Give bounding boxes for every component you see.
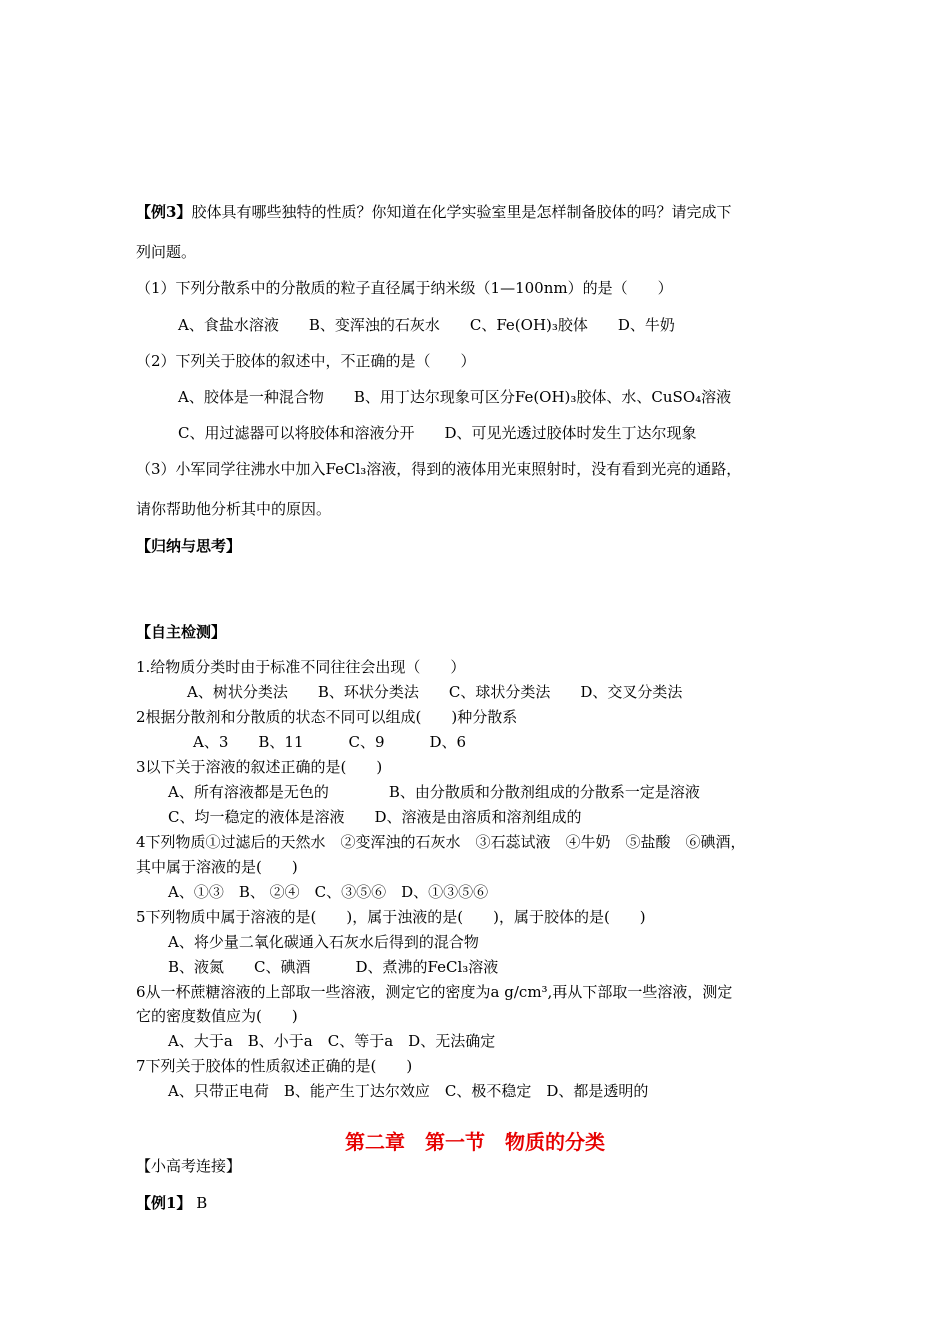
example3-q3-line1: （3）小军同学往沸水中加入FeCl₃溶液，得到的液体用光束照射时，没有看到光亮的通路， <box>136 460 742 478</box>
summary-heading: 【归纳与思考】 <box>136 537 242 555</box>
example3-line2: 列问题。 <box>136 243 197 261</box>
example3-q2-options-1: A、胶体是一种混合物 B、用丁达尔现象可区分Fe(OH)₃胶体、水、CuSO₄溶液 <box>178 388 732 406</box>
example3-line1 <box>136 202 731 222</box>
self-test-q5-options-2: B、液氮 C、碘酒 D、煮沸的FeCl₃溶液 <box>168 958 499 976</box>
example3-q1: （1）下列分散系中的分散质的粒子直径属于纳米级（1—100nm）的是（ ） <box>136 279 673 297</box>
example3-head: 【例3】 <box>136 203 192 221</box>
answer-example1 <box>136 1193 207 1213</box>
example3-q1-options: A、食盐水溶液 B、变浑浊的石灰水 C、Fe(OH)₃胶体 D、牛奶 <box>178 316 675 334</box>
self-test-q6-line2: 它的密度数值应为( ) <box>136 1007 298 1025</box>
self-test-q4-options: A、①③ B、 ②④ C、③⑤⑥ D、①③⑤⑥ <box>168 883 489 901</box>
self-test-q5-options-1: A、将少量二氧化碳通入石灰水后得到的混合物 <box>168 933 479 951</box>
answer-example1-head: 【例1】 <box>136 1194 192 1212</box>
example3-text-1: 胶体具有哪些独特的性质？你知道在化学实验室里是怎样制备胶体的吗？请完成下 <box>191 203 732 221</box>
example3-q2: （2）下列关于胶体的叙述中，不正确的是（ ） <box>136 352 476 370</box>
self-test-q2: 2根据分散剂和分散质的状态不同可以组成( )种分散系 <box>136 708 518 726</box>
self-test-q1: 1.给物质分类时由于标准不同往往会出现（ ） <box>136 658 466 676</box>
self-test-q3-options-1: A、所有溶液都是无色的 B、由分散质和分散剂组成的分散系一定是溶液 <box>168 783 700 801</box>
answer-example1-value: B <box>196 1194 208 1212</box>
example3-q3-line2: 请你帮助他分析其中的原因。 <box>136 500 332 518</box>
self-test-q4-line1: 4下列物质①过滤后的天然水 ②变浑浊的石灰水 ③石蕊试液 ④牛奶 ⑤盐酸 ⑥碘酒， <box>136 833 746 851</box>
self-test-q5: 5下列物质中属于溶液的是( )，属于浊液的是( )，属于胶体的是( ) <box>136 908 646 926</box>
self-test-q1-options: A、树状分类法 B、环状分类法 C、球状分类法 D、交叉分类法 <box>187 683 683 701</box>
self-test-q7: 7下列关于胶体的性质叙述正确的是( ) <box>136 1057 413 1075</box>
self-test-q6-options: A、大于a B、小于a C、等于a D、无法确定 <box>168 1032 496 1050</box>
self-test-q3-options-2: C、均一稳定的液体是溶液 D、溶液是由溶质和溶剂组成的 <box>168 808 582 826</box>
self-test-q3: 3以下关于溶液的叙述正确的是( ) <box>136 758 383 776</box>
chapter-title: 第二章 第一节 物质的分类 <box>345 1130 605 1154</box>
example3-q2-options-2: C、用过滤器可以将胶体和溶液分开 D、可见光透过胶体时发生丁达尔现象 <box>178 424 697 442</box>
self-test-q2-options: A、3 B、11 C、9 D、6 <box>193 733 467 751</box>
self-test-q7-options: A、只带正电荷 B、能产生丁达尔效应 C、极不稳定 D、都是透明的 <box>168 1082 649 1100</box>
self-test-q6-line1: 6从一杯蔗糖溶液的上部取一些溶液，测定它的密度为a g/cm³,再从下部取一些溶液，测定 <box>136 983 733 1001</box>
self-test-heading: 【自主检测】 <box>136 623 227 641</box>
self-test-q4-line2: 其中属于溶液的是( ) <box>136 858 298 876</box>
link-heading: 【小高考连接】 <box>136 1157 242 1175</box>
